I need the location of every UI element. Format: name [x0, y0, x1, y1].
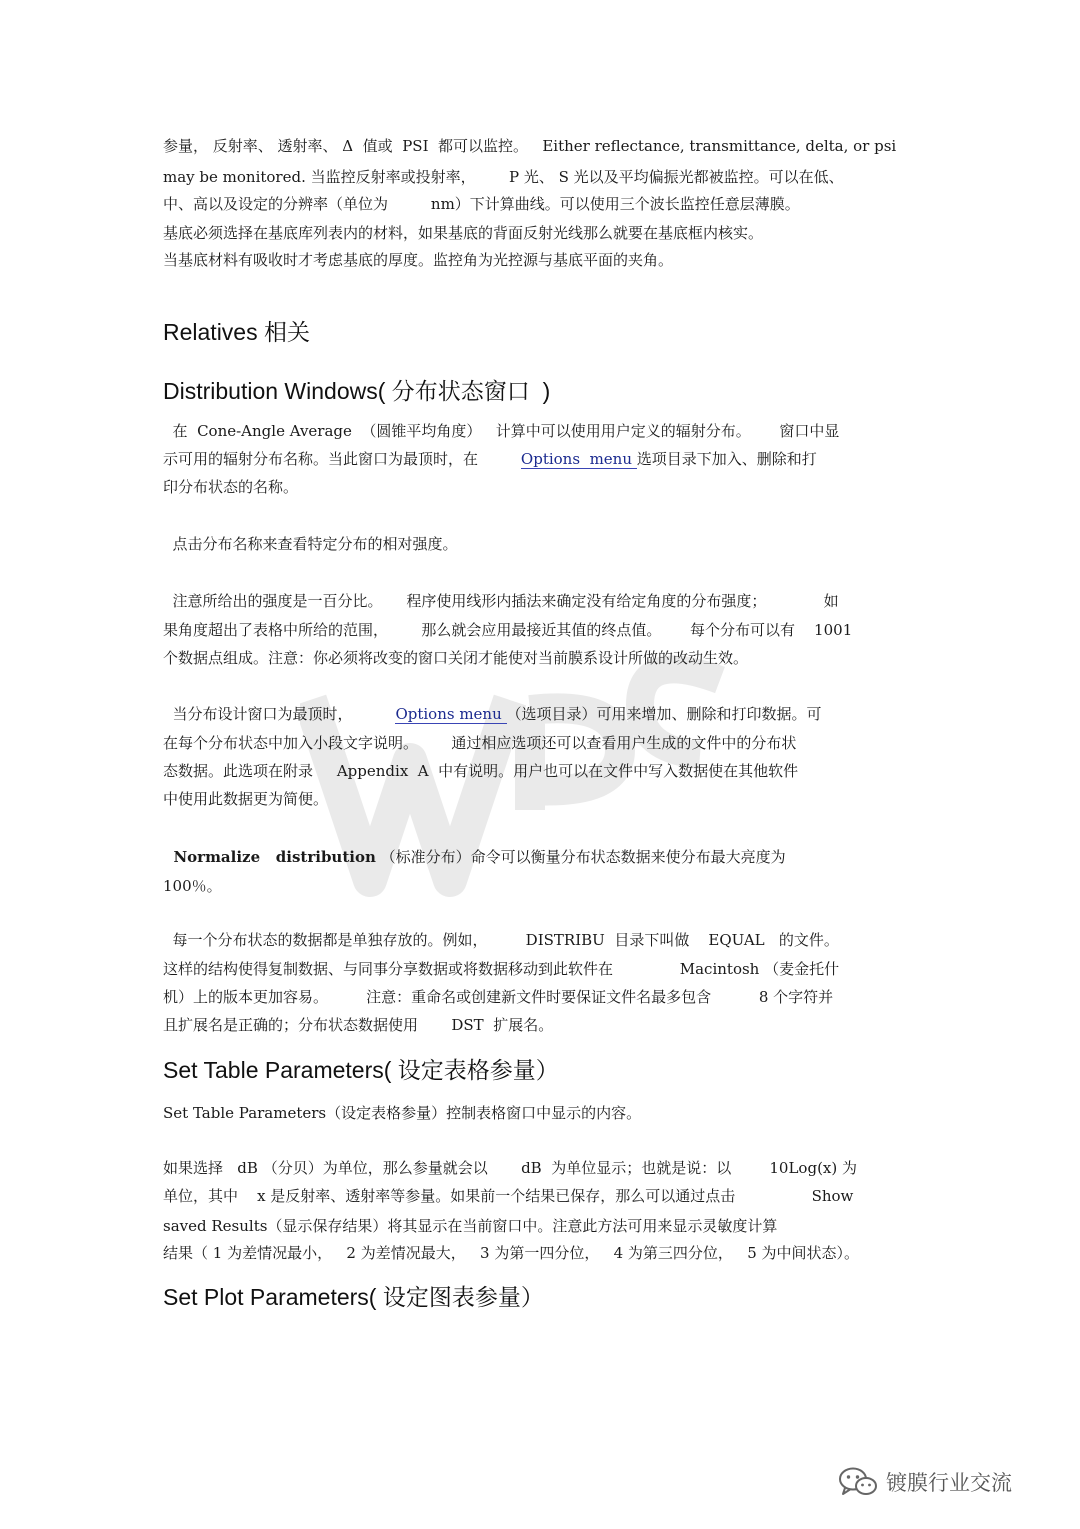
text-line: 机）上的版本更加容易。 注意：重命名或创建新文件时要保证文件名最多包含 8 个字符并 — [163, 988, 834, 1006]
footer-brand — [838, 1466, 1012, 1498]
text-line: 态数据。此选项在附录 Appendix A 中有说明。用户也可以在文件中写入数据使在其他软件 — [163, 762, 799, 780]
text-line: 且扩展名是正确的；分布状态数据使用 DST 扩展名。 — [163, 1016, 554, 1034]
text-line — [163, 704, 917, 726]
text-line: may be monitored. 当监控反射率或投射率， P 光、 S 光以及平均偏振光都被监控。可以在低、 — [163, 168, 844, 186]
text-fragment: 示可用的辐射分布名称。当此窗口为最顶时，在 — [163, 450, 521, 468]
text-line: 个数据点组成。注意：你必须将改变的窗口关闭才能使对当前膜系设计所做的改动生效。 — [163, 649, 749, 667]
text-line: 点击分布名称来查看特定分布的相对强度。 — [163, 535, 458, 553]
text-line: saved Results（显示保存结果）将其显示在当前窗口中。注意此方法可用来显示灵敏度计算 — [163, 1217, 778, 1235]
text-line: 如果选择 dB （分贝）为单位，那么参量就会以 dB 为单位显示；也就是说：以 10Log(x) 为 — [163, 1159, 857, 1177]
text-line: 印分布状态的名称。 — [163, 478, 299, 496]
text-line: 基底必须选择在基底库列表内的材料，如果基底的背面反射光线那么就要在基底框内核实。 — [163, 224, 764, 242]
text-line: Set Table Parameters（设定表格参量）控制表格窗口中显示的内容。 — [163, 1104, 642, 1122]
text-line: 这样的结构使得复制数据、与同事分享数据或将数据移动到此软件在 Macintosh （麦金托什 — [163, 960, 840, 978]
options-menu-link[interactable]: Options menu — [395, 705, 507, 723]
heading-distribution-windows: Distribution Windows( 分布状态窗口 ) — [163, 378, 551, 404]
text-line — [163, 449, 917, 471]
text-line — [163, 847, 917, 869]
text-line: 结果（ 1 为差情况最小， 2 为差情况最大， 3 为第一四分位， 4 为第三四分位， 5 为中间状态）。 — [163, 1244, 860, 1262]
text-line: 中、高以及设定的分辨率（单位为 nm）下计算曲线。可以使用三个波长监控任意层薄膜。 — [163, 195, 800, 213]
text-fragment: （选项目录）可用来增加、删除和打印数据。可 — [506, 705, 822, 723]
heading-set-table-parameters: Set Table Parameters( 设定表格参量） — [163, 1057, 559, 1083]
text-line: 果角度超出了表格中所给的范围， 那么就会应用最接近其值的终点值。 每个分布可以有 1001 — [163, 621, 853, 639]
text-fragment: （标准分布）命令可以衡量分布状态数据来使分布最大亮度为 — [375, 848, 786, 866]
text-fragment: 选项目录下加入、删除和打 — [636, 450, 817, 468]
text-fragment: 当分布设计窗口为最顶时， — [163, 705, 396, 723]
text-line: 中使用此数据更为简便。 — [163, 790, 329, 808]
text-line: 100％。 — [163, 877, 222, 895]
heading-set-plot-parameters: Set Plot Parameters( 设定图表参量） — [163, 1284, 544, 1310]
wechat-icon — [838, 1466, 878, 1498]
text-line: 注意所给出的强度是一百分比。 程序使用线形内插法来确定没有给定角度的分布强度； 如 — [163, 592, 839, 610]
text-line: 在每个分布状态中加入小段文字说明。 通过相应选项还可以查看用户生成的文件中的分布状 — [163, 734, 797, 752]
normalize-distribution-command: Normalize distribution — [163, 848, 376, 866]
text-line: 每一个分布状态的数据都是单独存放的。例如， DISTRIBU 目录下叫做 EQUAL 的文件。 — [163, 931, 839, 949]
text-line: 参量， 反射率、 透射率、 Δ 值或 PSI 都可以监控。 Either reflectance, transmittance, delta, or psi — [163, 137, 897, 155]
text-line: 当基底材料有吸收时才考虑基底的厚度。监控角为光控源与基底平面的夹角。 — [163, 251, 674, 269]
brand-name: 镀膜行业交流 — [886, 1471, 1012, 1495]
options-menu-link[interactable]: Options menu — [520, 450, 637, 468]
text-line: 单位，其中 x 是反射率、透射率等参量。如果前一个结果已保存，那么可以通过点击 Show — [163, 1187, 854, 1205]
text-line: 在 Cone-Angle Average （圆锥平均角度） 计算中可以使用用户定义的辐射分布。 窗口中显 — [163, 422, 840, 440]
heading-relatives: Relatives 相关 — [163, 319, 310, 345]
